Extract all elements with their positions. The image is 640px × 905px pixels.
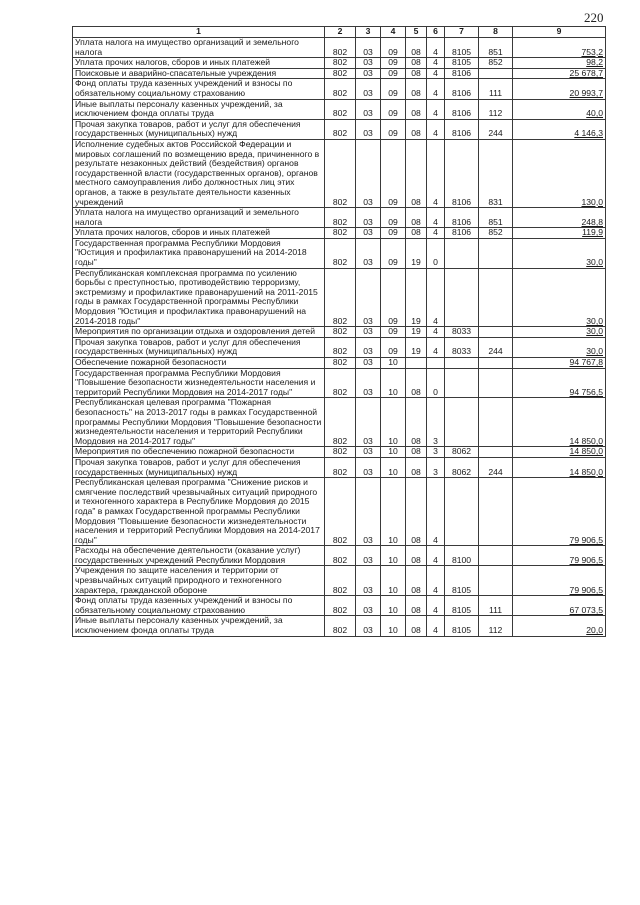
header-cell: 1 xyxy=(73,27,325,38)
code-cell: 4 xyxy=(427,596,445,616)
table-row xyxy=(73,139,606,207)
table-row xyxy=(73,119,606,139)
code-cell xyxy=(479,238,513,268)
code-cell: 08 xyxy=(406,368,427,398)
code-cell: 802 xyxy=(325,99,356,119)
code-cell: 08 xyxy=(406,616,427,636)
code-cell: 03 xyxy=(356,398,381,447)
code-cell: 802 xyxy=(325,228,356,239)
code-cell: 8033 xyxy=(445,327,479,338)
code-cell: 03 xyxy=(356,596,381,616)
code-cell xyxy=(479,398,513,447)
code-cell: 03 xyxy=(356,139,381,207)
row-name-cell: Поисковые и аварийно-спасательные учреждения xyxy=(73,68,325,79)
row-name-cell: Республиканская целевая программа "Пожарная безопасность" на 2013-2017 годы в рамках Государственной программы Республики Мордовия "Повышение безопасности жизнедеятельности населения и территорий Республики Мордовия на 2014-2017 годы" xyxy=(73,398,325,447)
code-cell: 09 xyxy=(381,208,406,228)
code-cell: 4 xyxy=(427,616,445,636)
row-name-cell: Государственная программа Республики Мордовия "Юстиция и профилактика правонарушений на 2014-2018 годы" xyxy=(73,238,325,268)
header-cell: 3 xyxy=(356,27,381,38)
table-row xyxy=(73,38,606,58)
code-cell: 09 xyxy=(381,228,406,239)
code-cell: 08 xyxy=(406,478,427,546)
code-cell: 4 xyxy=(427,139,445,207)
code-cell: 8105 xyxy=(445,616,479,636)
code-cell: 03 xyxy=(356,79,381,99)
code-cell: 08 xyxy=(406,596,427,616)
code-cell: 244 xyxy=(479,337,513,357)
table-row xyxy=(73,368,606,398)
code-cell: 03 xyxy=(356,238,381,268)
code-cell: 8105 xyxy=(445,596,479,616)
code-cell: 802 xyxy=(325,457,356,477)
code-cell: 08 xyxy=(406,119,427,139)
code-cell: 802 xyxy=(325,238,356,268)
table-row xyxy=(73,208,606,228)
code-cell: 802 xyxy=(325,616,356,636)
code-cell: 802 xyxy=(325,119,356,139)
code-cell: 19 xyxy=(406,327,427,338)
code-cell xyxy=(479,478,513,546)
code-cell: 4 xyxy=(427,228,445,239)
amount-cell: 30,0 xyxy=(513,327,606,338)
code-cell: 831 xyxy=(479,139,513,207)
code-cell: 0 xyxy=(427,368,445,398)
code-cell: 802 xyxy=(325,58,356,69)
code-cell xyxy=(479,358,513,369)
table-row xyxy=(73,79,606,99)
code-cell: 8105 xyxy=(445,566,479,596)
code-cell: 10 xyxy=(381,368,406,398)
code-cell: 3 xyxy=(427,457,445,477)
row-name-cell: Расходы на обеспечение деятельности (оказание услуг) государственных учреждений Республики Мордовия xyxy=(73,546,325,566)
code-cell: 244 xyxy=(479,119,513,139)
code-cell: 03 xyxy=(356,447,381,458)
table-row xyxy=(73,546,606,566)
row-name-cell: Прочая закупка товаров, работ и услуг для обеспечения государственных (муниципальных) нужд xyxy=(73,337,325,357)
code-cell: 08 xyxy=(406,38,427,58)
code-cell: 03 xyxy=(356,38,381,58)
code-cell: 03 xyxy=(356,478,381,546)
page-number: 220 xyxy=(584,10,604,25)
header-row xyxy=(73,27,606,38)
code-cell: 111 xyxy=(479,596,513,616)
code-cell: 03 xyxy=(356,616,381,636)
row-name-cell: Государственная программа Республики Мордовия "Повышение безопасности жизнедеятельности населения и территорий Республики Мордовия на 2014-2017 годы" xyxy=(73,368,325,398)
code-cell: 8106 xyxy=(445,119,479,139)
header-cell: 8 xyxy=(479,27,513,38)
table-row xyxy=(73,99,606,119)
amount-cell: 94 756,5 xyxy=(513,368,606,398)
code-cell: 4 xyxy=(427,58,445,69)
code-cell: 4 xyxy=(427,327,445,338)
code-cell: 8100 xyxy=(445,546,479,566)
code-cell: 8105 xyxy=(445,58,479,69)
amount-cell: 130,0 xyxy=(513,139,606,207)
code-cell: 08 xyxy=(406,79,427,99)
code-cell xyxy=(479,546,513,566)
code-cell: 802 xyxy=(325,368,356,398)
code-cell: 03 xyxy=(356,368,381,398)
code-cell xyxy=(445,398,479,447)
amount-cell: 98,2 xyxy=(513,58,606,69)
code-cell: 802 xyxy=(325,208,356,228)
header-cell: 9 xyxy=(513,27,606,38)
code-cell: 08 xyxy=(406,208,427,228)
header-cell: 6 xyxy=(427,27,445,38)
code-cell: 802 xyxy=(325,447,356,458)
code-cell: 10 xyxy=(381,478,406,546)
code-cell: 112 xyxy=(479,99,513,119)
code-cell: 4 xyxy=(427,546,445,566)
row-name-cell: Иные выплаты персоналу казенных учреждений, за исключением фонда оплаты труда xyxy=(73,616,325,636)
amount-cell: 248,8 xyxy=(513,208,606,228)
row-name-cell: Мероприятия по организации отдыха и оздоровления детей xyxy=(73,327,325,338)
code-cell: 4 xyxy=(427,268,445,327)
table-body xyxy=(73,38,606,637)
table-row xyxy=(73,566,606,596)
code-cell: 03 xyxy=(356,546,381,566)
code-cell: 03 xyxy=(356,119,381,139)
code-cell: 802 xyxy=(325,566,356,596)
code-cell: 08 xyxy=(406,99,427,119)
code-cell: 851 xyxy=(479,38,513,58)
code-cell: 802 xyxy=(325,358,356,369)
code-cell: 09 xyxy=(381,327,406,338)
code-cell: 244 xyxy=(479,457,513,477)
code-cell: 112 xyxy=(479,616,513,636)
code-cell xyxy=(445,268,479,327)
budget-table xyxy=(72,26,606,637)
table-row xyxy=(73,447,606,458)
table-row xyxy=(73,68,606,79)
code-cell: 802 xyxy=(325,327,356,338)
code-cell: 09 xyxy=(381,99,406,119)
table-row xyxy=(73,596,606,616)
code-cell: 8106 xyxy=(445,228,479,239)
code-cell: 08 xyxy=(406,566,427,596)
code-cell: 8062 xyxy=(445,447,479,458)
code-cell: 09 xyxy=(381,119,406,139)
code-cell: 4 xyxy=(427,68,445,79)
code-cell: 09 xyxy=(381,268,406,327)
code-cell: 03 xyxy=(356,268,381,327)
table-row xyxy=(73,268,606,327)
code-cell: 0 xyxy=(427,238,445,268)
amount-cell: 14 850,0 xyxy=(513,457,606,477)
code-cell xyxy=(479,368,513,398)
amount-cell: 79 906,5 xyxy=(513,546,606,566)
code-cell: 03 xyxy=(356,327,381,338)
table-row xyxy=(73,478,606,546)
code-cell: 09 xyxy=(381,238,406,268)
amount-cell: 20,0 xyxy=(513,616,606,636)
row-name-cell: Прочая закупка товаров, работ и услуг для обеспечения государственных (муниципальных) нужд xyxy=(73,119,325,139)
code-cell: 8106 xyxy=(445,139,479,207)
row-name-cell: Уплата прочих налогов, сборов и иных платежей xyxy=(73,58,325,69)
code-cell: 03 xyxy=(356,68,381,79)
code-cell: 8106 xyxy=(445,68,479,79)
row-name-cell: Фонд оплаты труда казенных учреждений и взносы по обязательному социальному страхованию xyxy=(73,596,325,616)
row-name-cell: Иные выплаты персоналу казенных учреждений, за исключением фонда оплаты труда xyxy=(73,99,325,119)
amount-cell: 25 678,7 xyxy=(513,68,606,79)
code-cell: 802 xyxy=(325,398,356,447)
row-name-cell: Мероприятия по обеспечению пожарной безопасности xyxy=(73,447,325,458)
row-name-cell: Исполнение судебных актов Российской Федерации и мировых соглашений по возмещению вреда, причиненного в результате незаконных действий (бездействия) органов государственной власти (государственных органов), органов местного самоуправления либо должностных лиц этих органов, а также в результате деятельности казенных учреждений xyxy=(73,139,325,207)
code-cell xyxy=(445,358,479,369)
code-cell xyxy=(406,358,427,369)
amount-cell: 67 073,5 xyxy=(513,596,606,616)
row-name-cell: Прочая закупка товаров, работ и услуг для обеспечения государственных (муниципальных) нужд xyxy=(73,457,325,477)
amount-cell: 20 993,7 xyxy=(513,79,606,99)
code-cell: 8106 xyxy=(445,99,479,119)
row-name-cell: Фонд оплаты труда казенных учреждений и взносы по обязательному социальному страхованию xyxy=(73,79,325,99)
row-name-cell: Уплата прочих налогов, сборов и иных платежей xyxy=(73,228,325,239)
table-row xyxy=(73,616,606,636)
table-header xyxy=(73,27,606,38)
code-cell: 4 xyxy=(427,566,445,596)
code-cell: 852 xyxy=(479,58,513,69)
row-name-cell: Учреждения по защите населения и территории от чрезвычайных ситуаций природного и техногенного характера, гражданской обороне xyxy=(73,566,325,596)
code-cell: 03 xyxy=(356,337,381,357)
amount-cell: 79 906,5 xyxy=(513,478,606,546)
code-cell: 09 xyxy=(381,58,406,69)
code-cell xyxy=(427,358,445,369)
code-cell: 8106 xyxy=(445,79,479,99)
code-cell xyxy=(445,368,479,398)
code-cell xyxy=(479,327,513,338)
code-cell: 802 xyxy=(325,268,356,327)
code-cell: 08 xyxy=(406,58,427,69)
code-cell: 10 xyxy=(381,616,406,636)
code-cell: 08 xyxy=(406,447,427,458)
code-cell: 09 xyxy=(381,68,406,79)
code-cell: 4 xyxy=(427,38,445,58)
amount-cell: 30,0 xyxy=(513,238,606,268)
code-cell: 03 xyxy=(356,228,381,239)
code-cell: 8105 xyxy=(445,38,479,58)
code-cell: 08 xyxy=(406,68,427,79)
code-cell: 08 xyxy=(406,139,427,207)
code-cell: 19 xyxy=(406,268,427,327)
code-cell: 8062 xyxy=(445,457,479,477)
code-cell: 802 xyxy=(325,79,356,99)
amount-cell: 94 767,8 xyxy=(513,358,606,369)
table-row xyxy=(73,327,606,338)
code-cell: 08 xyxy=(406,228,427,239)
row-name-cell: Республиканская комплексная программа по усилению борьбы с преступностью, противодействию терроризму, экстремизму и профилактике правонарушений на 2011-2015 годы в рамках Государственной программы Республики Мордовия "Юстиция и профилактика правонарушений на 2014-2018 годы" xyxy=(73,268,325,327)
header-cell: 2 xyxy=(325,27,356,38)
code-cell: 10 xyxy=(381,447,406,458)
table-row xyxy=(73,457,606,477)
code-cell: 03 xyxy=(356,208,381,228)
code-cell: 851 xyxy=(479,208,513,228)
code-cell: 802 xyxy=(325,38,356,58)
code-cell: 19 xyxy=(406,337,427,357)
code-cell: 4 xyxy=(427,337,445,357)
code-cell xyxy=(479,68,513,79)
code-cell: 03 xyxy=(356,358,381,369)
code-cell: 10 xyxy=(381,596,406,616)
row-name-cell: Обеспечение пожарной безопасности xyxy=(73,358,325,369)
table-row xyxy=(73,228,606,239)
code-cell xyxy=(445,478,479,546)
code-cell: 4 xyxy=(427,208,445,228)
code-cell xyxy=(479,566,513,596)
code-cell: 08 xyxy=(406,457,427,477)
code-cell: 19 xyxy=(406,238,427,268)
code-cell: 802 xyxy=(325,596,356,616)
header-cell: 7 xyxy=(445,27,479,38)
code-cell: 09 xyxy=(381,337,406,357)
code-cell: 802 xyxy=(325,68,356,79)
amount-cell: 4 146,3 xyxy=(513,119,606,139)
code-cell: 10 xyxy=(381,566,406,596)
table-row xyxy=(73,358,606,369)
code-cell: 09 xyxy=(381,139,406,207)
table-row xyxy=(73,58,606,69)
code-cell: 4 xyxy=(427,79,445,99)
code-cell: 10 xyxy=(381,546,406,566)
code-cell: 4 xyxy=(427,99,445,119)
code-cell: 3 xyxy=(427,398,445,447)
amount-cell: 753,2 xyxy=(513,38,606,58)
code-cell: 03 xyxy=(356,58,381,69)
code-cell xyxy=(479,447,513,458)
table-row xyxy=(73,398,606,447)
code-cell: 03 xyxy=(356,457,381,477)
code-cell: 802 xyxy=(325,478,356,546)
code-cell: 802 xyxy=(325,546,356,566)
code-cell: 802 xyxy=(325,337,356,357)
code-cell: 852 xyxy=(479,228,513,239)
amount-cell: 30,0 xyxy=(513,337,606,357)
code-cell: 8106 xyxy=(445,208,479,228)
code-cell: 10 xyxy=(381,457,406,477)
amount-cell: 40,0 xyxy=(513,99,606,119)
code-cell: 03 xyxy=(356,566,381,596)
code-cell: 10 xyxy=(381,398,406,447)
code-cell: 08 xyxy=(406,546,427,566)
code-cell: 3 xyxy=(427,447,445,458)
header-cell: 5 xyxy=(406,27,427,38)
code-cell xyxy=(479,268,513,327)
row-name-cell: Уплата налога на имущество организаций и земельного налога xyxy=(73,38,325,58)
table-row xyxy=(73,238,606,268)
table-row xyxy=(73,337,606,357)
code-cell: 802 xyxy=(325,139,356,207)
row-name-cell: Республиканская целевая программа "Снижение рисков и смягчение последствий чрезвычайных ситуаций природного и техногенного характера в Республике Мордовия до 2015 года" в рамках Государственной программы Республики Мордовия "Повышение безопасности жизнедеятельности населения и территорий Республики Мордовия на 2014-2017 годы" xyxy=(73,478,325,546)
amount-cell: 30,0 xyxy=(513,268,606,327)
code-cell: 10 xyxy=(381,358,406,369)
amount-cell: 14 850,0 xyxy=(513,398,606,447)
code-cell: 8033 xyxy=(445,337,479,357)
amount-cell: 119,9 xyxy=(513,228,606,239)
amount-cell: 79 906,5 xyxy=(513,566,606,596)
code-cell: 111 xyxy=(479,79,513,99)
code-cell: 09 xyxy=(381,38,406,58)
amount-cell: 14 850,0 xyxy=(513,447,606,458)
row-name-cell: Уплата налога на имущество организаций и земельного налога xyxy=(73,208,325,228)
header-cell: 4 xyxy=(381,27,406,38)
code-cell xyxy=(445,238,479,268)
code-cell: 4 xyxy=(427,119,445,139)
code-cell: 09 xyxy=(381,79,406,99)
code-cell: 03 xyxy=(356,99,381,119)
code-cell: 08 xyxy=(406,398,427,447)
code-cell: 4 xyxy=(427,478,445,546)
